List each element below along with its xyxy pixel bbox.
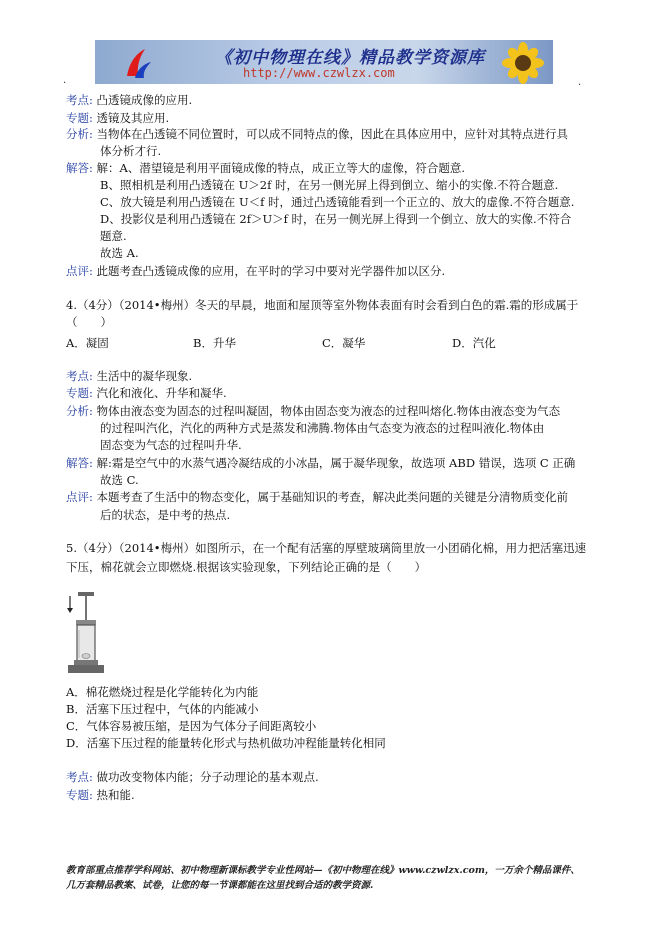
header-banner [95, 40, 553, 84]
q4-kaodian-row [66, 368, 192, 384]
q4-option-c: C．凝华 [322, 336, 366, 350]
q4-dianping-row [66, 489, 568, 505]
q3-zhuanti-row [66, 110, 169, 126]
label-zhuanti: 专题: [66, 111, 93, 125]
site-url: http://www.czwlzx.com [243, 66, 395, 80]
label-fenxi: 分析: [66, 404, 93, 418]
label-dianping: 点评: [66, 264, 93, 278]
footer-line: 几万套精品教案、试卷，让您的每一节课都能在这里找到合适的教学资源. [66, 880, 374, 891]
q4-stem: 4.（4分）（2014•梅州）冬天的早晨，地面和屋顶等室外物体表面有时会看到白色的霜.霜的形成属于 [66, 298, 579, 312]
jieda-text: D、投影仪是利用凸透镜在 2f＞U＞f 时，在另一侧光屏上得到一个倒立、放大的实像.不符合 [100, 212, 572, 226]
jieda-text: C、放大镜是利用凸透镜在 U＜f 时，通过凸透镜能看到一个正立的、放大的虚像.不符合题意. [100, 195, 575, 209]
fenxi-text: 的过程叫汽化，汽化的两种方式是蒸发和沸腾.物体由气态变为液态的过程叫液化.物体由 [100, 421, 545, 435]
label-zhuanti: 专题: [66, 386, 93, 400]
q4-option-b: B．升华 [193, 336, 236, 350]
q5-option-a: A．棉花燃烧过程是化学能转化为内能 [66, 685, 259, 699]
jieda-text: 故选 C. [100, 473, 139, 487]
kaodian-text: 生活中的凝华现象. [96, 369, 193, 383]
zhuanti-text: 汽化和液化、升华和凝华. [96, 386, 227, 400]
q3-kaodian-row [66, 92, 192, 108]
fenxi-text: 物体由液态变为固态的过程叫凝固，物体由固态变为液态的过程叫熔化.物体由液态变为气态 [96, 404, 561, 418]
label-jieda: 解答: [66, 456, 93, 470]
dianping-text: 后的状态，是中考的热点. [100, 508, 231, 522]
q4-option-d: D．汽化 [452, 336, 496, 350]
q4-option-a: A．凝固 [66, 336, 109, 350]
label-dianping: 点评: [66, 490, 93, 504]
zhuanti-text: 透镜及其应用. [96, 111, 170, 125]
q3-jieda-row [66, 160, 465, 176]
piston-cylinder-figure [64, 590, 108, 678]
jieda-text: 题意. [100, 229, 127, 243]
jieda-text: B、照相机是利用凸透镜在 U＞2f 时，在另一侧光屏上得到倒立、缩小的实像.不符合题意. [100, 178, 559, 192]
kaodian-text: 凸透镜成像的应用. [96, 93, 193, 107]
q4-fenxi-row [66, 403, 560, 419]
q5-option-b: B．活塞下压过程中，气体的内能减小 [66, 702, 259, 716]
page-footer [66, 863, 580, 893]
q5-stem: 下压，棉花就会立即燃烧.根据该实验现象，下列结论正确的是（ ） [66, 560, 427, 574]
site-title: 《初中物理在线》精品教学资源库 [215, 48, 485, 68]
label-kaodian: 考点: [66, 770, 93, 784]
q3-dianping-row [66, 263, 445, 279]
jieda-text: 解:霜是空气中的水蒸气遇冷凝结成的小冰晶，属于凝华现象，故选项 ABD 错误，选项 C 正确 [96, 456, 576, 470]
jieda-text: 解：A、潜望镜是利用平面镜成像的特点，成正立等大的虚像，符合题意. [96, 161, 465, 175]
label-fenxi: 分析: [66, 127, 93, 141]
q4-jieda-row [66, 455, 575, 471]
label-zhuanti: 专题: [66, 788, 93, 802]
q5-option-d: D．活塞下压过程的能量转化形式与热机做功冲程能量转化相同 [66, 736, 386, 750]
fenxi-text: 固态变为气态的过程叫升华. [100, 438, 242, 452]
q5-option-c: C．气体容易被压缩，是因为气体分子间距离较小 [66, 719, 317, 733]
zhuanti-text: 热和能. [96, 788, 135, 802]
q5-kaodian-row [66, 769, 319, 785]
q4-stem: （ ） [66, 315, 112, 329]
q4-zhuanti-row [66, 385, 227, 401]
label-jieda: 解答: [66, 161, 93, 175]
jieda-text: 故选 A. [100, 246, 139, 260]
kaodian-text: 做功改变物体内能；分子动理论的基本观点. [96, 770, 319, 784]
fenxi-text: 体分析才行. [100, 144, 162, 158]
q3-fenxi-row [66, 126, 568, 142]
label-kaodian: 考点: [66, 93, 93, 107]
dianping-text: 本题考查了生活中的物态变化，属于基础知识的考查，解决此类问题的关键是分清物质变化前 [96, 490, 569, 504]
corner-mark: · [578, 80, 582, 91]
q5-stem: 5.（4分）（2014•梅州）如图所示，在一个配有活塞的厚壁玻璃筒里放一小团硝化棉，用力把活塞迅速 [66, 541, 587, 555]
site-logo-icon [123, 46, 153, 80]
q5-zhuanti-row [66, 787, 135, 803]
footer-line: 教育部重点推荐学科网站、初中物理新课标教学专业性网站—《初中物理在线》www.czwlzx.com，一万余个精品课件、 [66, 865, 580, 876]
sunflower-icon [499, 42, 547, 84]
dianping-text: 此题考查凸透镜成像的应用，在平时的学习中要对光学器件加以区分. [96, 264, 446, 278]
corner-mark: · [63, 78, 67, 89]
label-kaodian: 考点: [66, 369, 93, 383]
fenxi-text: 当物体在凸透镜不同位置时，可以成不同特点的像，因此在具体应用中，应针对其特点进行具 [96, 127, 569, 141]
